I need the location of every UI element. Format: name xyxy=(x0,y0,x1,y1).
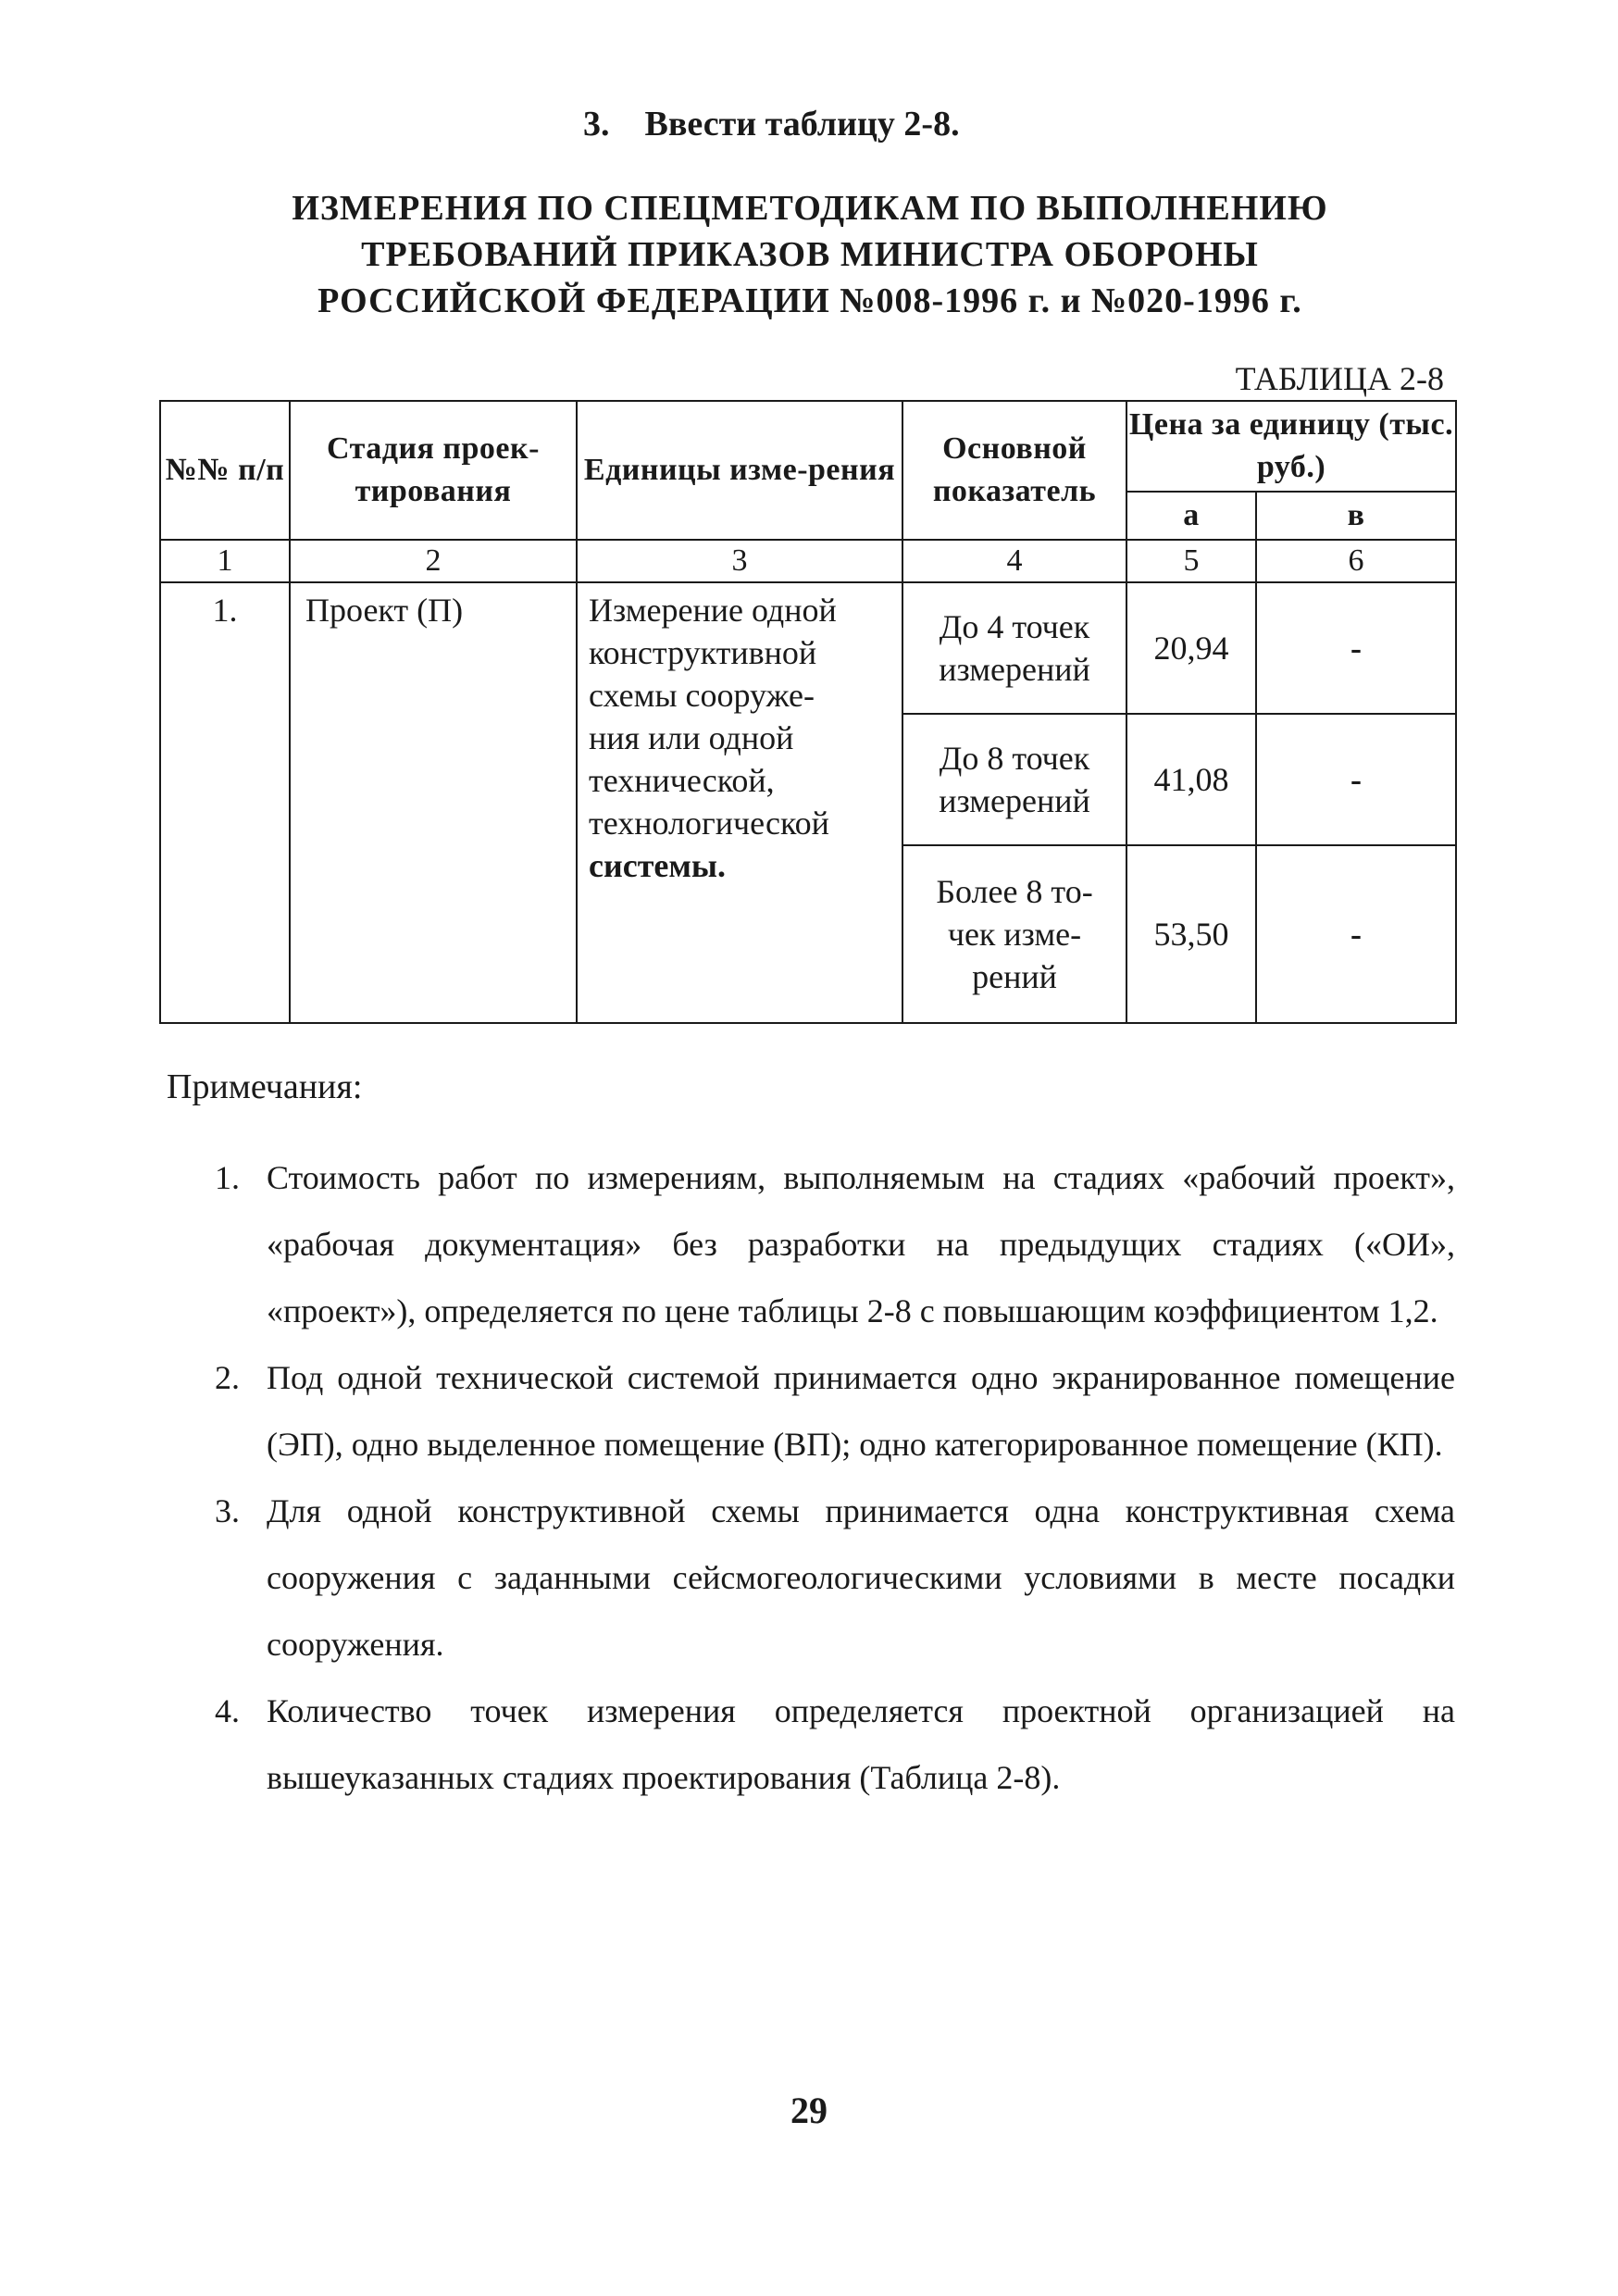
table-caption: ТАБЛИЦА 2-8 xyxy=(1235,360,1444,397)
price-a-cell: 20,94 xyxy=(1126,582,1256,714)
col-number-5: 5 xyxy=(1126,540,1256,582)
page-number: 29 xyxy=(790,2090,828,2131)
heading-line-3: РОССИЙСКОЙ ФЕДЕРАЦИИ №008-1996 г. и №020-1996 г. xyxy=(317,281,1302,320)
row-units xyxy=(577,582,902,1023)
note-text: Под одной технической системой принимается одно экранированное помещение (ЭП), одно выделенное помещение (ВП); одно категорированное помещение (КП). xyxy=(267,1359,1455,1463)
units-line-4: ния или одной xyxy=(589,719,794,756)
column-number-row xyxy=(160,540,1456,582)
header-price-a: а xyxy=(1126,492,1256,540)
price-table-container xyxy=(159,400,1455,1024)
list-item xyxy=(215,1344,1455,1478)
row-stage: Проект (П) xyxy=(290,582,577,1023)
note-number: 2. xyxy=(215,1359,240,1396)
indicator-cell xyxy=(902,714,1126,845)
price-b-cell: - xyxy=(1256,582,1456,714)
col-number-1: 1 xyxy=(160,540,290,582)
header-stage: Стадия проек-тирования xyxy=(290,401,577,540)
table-header-row xyxy=(160,401,1456,492)
heading-line-1: ИЗМЕРЕНИЯ ПО СПЕЦМЕТОДИКАМ ПО ВЫПОЛНЕНИЮ xyxy=(292,189,1328,228)
col-number-4: 4 xyxy=(902,540,1126,582)
price-a-cell: 41,08 xyxy=(1126,714,1256,845)
note-text: Количество точек измерения определяется проектной организацией на вышеуказанных стадиях проектирования (Таблица 2-8). xyxy=(267,1692,1455,1796)
units-line-2: конструктивной xyxy=(589,634,817,671)
price-table xyxy=(159,400,1457,1024)
notes-title: Примечания: xyxy=(167,1067,363,1106)
indicator-cell xyxy=(902,845,1126,1023)
units-line-6: технологической xyxy=(589,805,829,842)
col-number-6: 6 xyxy=(1256,540,1456,582)
header-indicator: Основной показатель xyxy=(902,401,1126,540)
heading-line-2: ТРЕБОВАНИЙ ПРИКАЗОВ МИНИСТРА ОБОРОНЫ xyxy=(361,235,1259,274)
table-row xyxy=(160,582,1456,714)
header-units: Единицы изме-рения xyxy=(577,401,902,540)
indicator-line-1: До 8 точек xyxy=(939,740,1090,777)
indicator-line-2: чек изме- xyxy=(947,916,1082,953)
col-number-3: 3 xyxy=(577,540,902,582)
note-number: 3. xyxy=(215,1492,240,1529)
indicator-line-3: рений xyxy=(972,958,1057,995)
indicator-line-2: измерений xyxy=(939,651,1090,688)
instruction-line: 3. Ввести таблицу 2-8. xyxy=(583,105,960,144)
units-line-1: Измерение одной xyxy=(589,592,837,629)
list-item xyxy=(215,1478,1455,1678)
header-price-b: в xyxy=(1256,492,1456,540)
price-a-cell: 53,50 xyxy=(1126,845,1256,1023)
indicator-line-2: измерений xyxy=(939,782,1090,819)
indicator-cell xyxy=(902,582,1126,714)
notes-list xyxy=(215,1144,1455,1811)
units-line-5: технической, xyxy=(589,762,775,799)
header-price: Цена за единицу (тыс. руб.) xyxy=(1126,401,1456,492)
col-number-2: 2 xyxy=(290,540,577,582)
indicator-line-1: Более 8 то- xyxy=(936,873,1093,910)
note-text: Для одной конструктивной схемы принимается одна конструктивная схема сооружения с заданными сейсмогеологическими условиями в месте посадки сооружения. xyxy=(267,1492,1455,1663)
note-text: Стоимость работ по измерениям, выполняемым на стадиях «рабочий проект», «рабочая документация» без разработки на предыдущих стадиях («ОИ», «проект»), определяется по цене таблицы 2-8 с повышающим коэффициентом 1,2. xyxy=(267,1159,1455,1329)
list-item xyxy=(215,1144,1455,1344)
note-number: 1. xyxy=(215,1159,240,1196)
units-line-3: схемы сооруже- xyxy=(589,677,815,714)
units-line-7: системы. xyxy=(589,847,726,884)
list-item xyxy=(215,1678,1455,1811)
price-b-cell: - xyxy=(1256,714,1456,845)
header-num: №№ п/п xyxy=(160,401,290,540)
note-number: 4. xyxy=(215,1692,240,1729)
indicator-line-1: До 4 точек xyxy=(939,608,1090,645)
document-heading xyxy=(185,185,1435,324)
price-b-cell: - xyxy=(1256,845,1456,1023)
row-num: 1. xyxy=(160,582,290,1023)
